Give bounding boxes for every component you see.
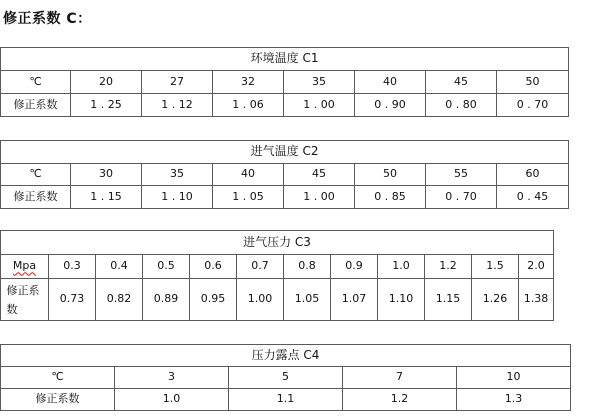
table-title: 进气压力 C3 xyxy=(1,231,554,255)
table-cell: 1.05 xyxy=(284,279,331,321)
column-header: 45 xyxy=(426,71,497,94)
column-header: 20 xyxy=(71,71,142,94)
column-header: 0.9 xyxy=(331,255,378,279)
column-header: 2.0 xyxy=(519,255,554,279)
column-header: 5 xyxy=(229,367,343,389)
column-header: 0.3 xyxy=(49,255,96,279)
column-header: 40 xyxy=(355,71,426,94)
table-cell: 0 . 70 xyxy=(497,94,569,117)
column-header: 0.5 xyxy=(143,255,190,279)
column-header: 35 xyxy=(142,164,213,186)
table-cell: 1 . 15 xyxy=(71,186,142,209)
column-header: 50 xyxy=(497,71,569,94)
row-label-text: 修正系数 xyxy=(6,283,40,316)
column-header: 35 xyxy=(284,71,355,94)
column-header: 50 xyxy=(355,164,426,186)
table-cell: 1 . 05 xyxy=(213,186,284,209)
table-cell: 0 . 70 xyxy=(426,186,497,209)
table-title: 进气温度 C2 xyxy=(1,141,569,164)
table-cell: 1.15 xyxy=(425,279,472,321)
column-header: 55 xyxy=(426,164,497,186)
table-cell: 0 . 90 xyxy=(355,94,426,117)
table-cell: 1.00 xyxy=(237,279,284,321)
page-heading: 修正系数 C： xyxy=(3,11,92,27)
pressure-dew-point-table xyxy=(0,344,571,411)
row-label: ℃ xyxy=(1,367,115,389)
table-cell: 1.26 xyxy=(472,279,519,321)
table-cell: 1.0 xyxy=(115,389,229,411)
table-cell: 1.07 xyxy=(331,279,378,321)
row-label: ℃ xyxy=(1,71,71,94)
row-label: 修正系数 xyxy=(1,94,71,117)
table-cell: 1 . 10 xyxy=(142,186,213,209)
table-cell: 1 . 00 xyxy=(284,94,355,117)
column-header: 45 xyxy=(284,164,355,186)
column-header: 27 xyxy=(142,71,213,94)
row-label: 修正系数 xyxy=(1,186,71,209)
row-label: 修正系数 xyxy=(1,389,115,411)
column-header: 7 xyxy=(343,367,457,389)
intake-pressure-table xyxy=(0,230,554,321)
row-label: ℃ xyxy=(1,164,71,186)
column-header: 0.6 xyxy=(190,255,237,279)
column-header: 0.7 xyxy=(237,255,284,279)
column-header: 40 xyxy=(213,164,284,186)
table-cell: 0 . 80 xyxy=(426,94,497,117)
table-cell: 0.82 xyxy=(96,279,143,321)
table-cell: 0.95 xyxy=(190,279,237,321)
unit-label: Mpa xyxy=(12,259,37,273)
table-cell: 1.10 xyxy=(378,279,425,321)
ambient-temperature-table xyxy=(0,47,569,117)
column-header: 0.8 xyxy=(284,255,331,279)
table-cell: 0 . 85 xyxy=(355,186,426,209)
row-label xyxy=(1,255,49,279)
column-header: 30 xyxy=(71,164,142,186)
row-label xyxy=(1,279,49,321)
column-header: 32 xyxy=(213,71,284,94)
table-cell: 1.38 xyxy=(519,279,554,321)
table-cell: 1 . 00 xyxy=(284,186,355,209)
intake-temperature-table xyxy=(0,140,569,209)
column-header: 60 xyxy=(497,164,569,186)
table-cell: 0.89 xyxy=(143,279,190,321)
column-header: 1.0 xyxy=(378,255,425,279)
table-cell: 1 . 12 xyxy=(142,94,213,117)
table-title: 压力露点 C4 xyxy=(1,345,571,367)
table-title: 环境温度 C1 xyxy=(1,48,569,71)
table-cell: 1.2 xyxy=(343,389,457,411)
column-header: 1.5 xyxy=(472,255,519,279)
table-cell: 0.73 xyxy=(49,279,96,321)
column-header: 0.4 xyxy=(96,255,143,279)
column-header: 10 xyxy=(457,367,571,389)
table-cell: 1.1 xyxy=(229,389,343,411)
table-cell: 1 . 25 xyxy=(71,94,142,117)
table-cell: 1.3 xyxy=(457,389,571,411)
column-header: 1.2 xyxy=(425,255,472,279)
table-cell: 0 . 45 xyxy=(497,186,569,209)
column-header: 3 xyxy=(115,367,229,389)
table-cell: 1 . 06 xyxy=(213,94,284,117)
